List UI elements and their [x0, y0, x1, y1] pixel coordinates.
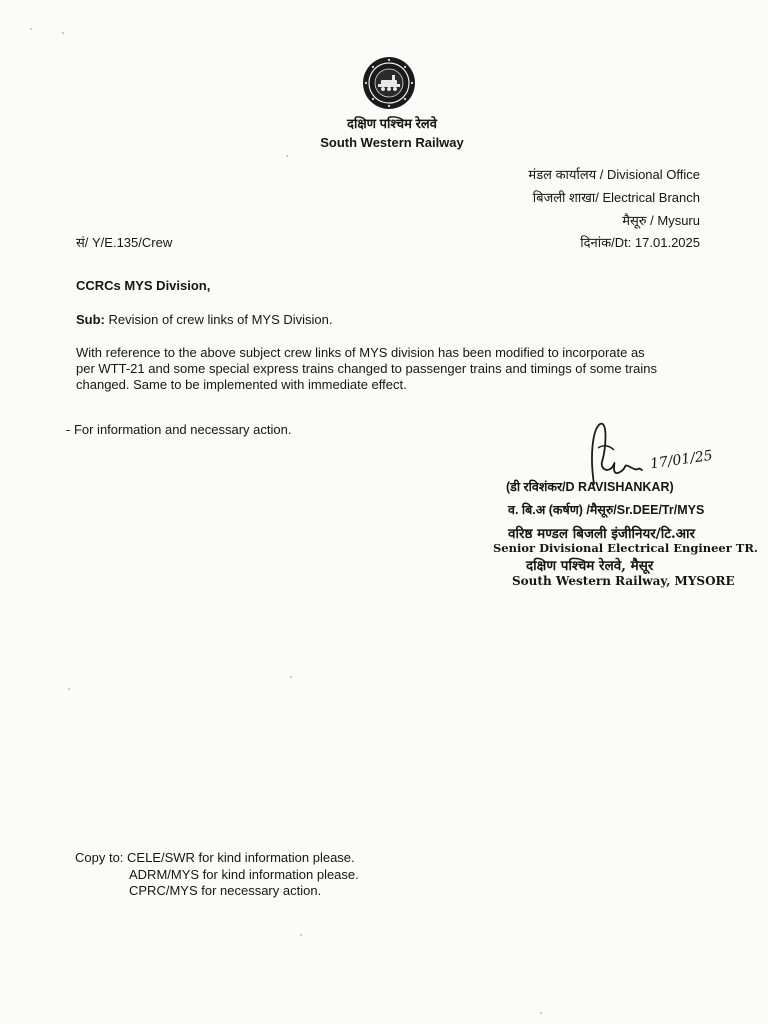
signatory-name: (डी रविशंकर/D RAVISHANKAR) — [506, 480, 674, 494]
scan-speck — [290, 676, 292, 678]
subject-label: Sub: — [76, 312, 105, 327]
office-line-city: मैसूरु / Mysuru — [622, 213, 700, 228]
railway-emblem-logo — [361, 56, 417, 110]
info-line: - For information and necessary action. — [66, 422, 292, 437]
signature-date: 17/01/25 — [649, 447, 714, 473]
subject-line — [76, 312, 332, 327]
scan-speck — [540, 1012, 542, 1014]
copy-recipient: CPRC/MYS for necessary action. — [129, 883, 322, 898]
body-line: per WTT-21 and some special express trains changed to passenger trains and timings of some trains — [76, 361, 657, 376]
subject-text: Revision of crew links of MYS Division. — [108, 312, 333, 327]
org-name-english: South Western Railway — [320, 135, 464, 150]
reference-number: सं/ Y/E.135/Crew — [76, 235, 173, 250]
body-line: changed. Same to be implemented with immediate effect. — [76, 377, 407, 392]
scan-speck — [62, 32, 64, 34]
scan-speck — [286, 155, 288, 157]
org-name-hindi: दक्षिण पश्चिम रेलवे — [347, 116, 437, 131]
stamp-line-hindi-title: वरिष्ठ मण्डल बिजली इंजीनियर/टि.आर — [508, 526, 696, 542]
scan-speck — [30, 28, 32, 30]
scan-speck — [68, 688, 70, 690]
stamp-line-english-title: Senior Divisional Electrical Engineer TR. — [493, 541, 758, 555]
office-line-branch: बिजली शाखा/ Electrical Branch — [532, 190, 700, 205]
copy-to-first-row — [75, 850, 359, 867]
copy-to-block — [75, 850, 359, 900]
office-line-divisional: मंडल कार्यालय / Divisional Office — [528, 167, 700, 182]
scan-speck — [300, 934, 302, 936]
copy-recipient: CELE/SWR for kind information please. — [127, 850, 355, 865]
addressee: CCRCs MYS Division, — [76, 278, 211, 293]
letter-date: दिनांक/Dt: 17.01.2025 — [580, 235, 700, 250]
copy-recipient: ADRM/MYS for kind information please. — [129, 866, 359, 882]
signatory-designation: व. बि.अ (कर्षण) /मैसूरु/Sr.DEE/Tr/MYS — [508, 503, 705, 517]
body-line: With reference to the above subject crew links of MYS division has been modified to incorporate as — [76, 345, 645, 360]
copy-to-label: Copy to: — [75, 850, 124, 865]
stamp-line-english-org: South Western Railway, MYSORE — [512, 574, 735, 588]
stamp-line-hindi-org: दक्षिण पश्चिम रेलवे, मैसूर — [526, 558, 654, 574]
body-paragraph — [76, 345, 704, 393]
